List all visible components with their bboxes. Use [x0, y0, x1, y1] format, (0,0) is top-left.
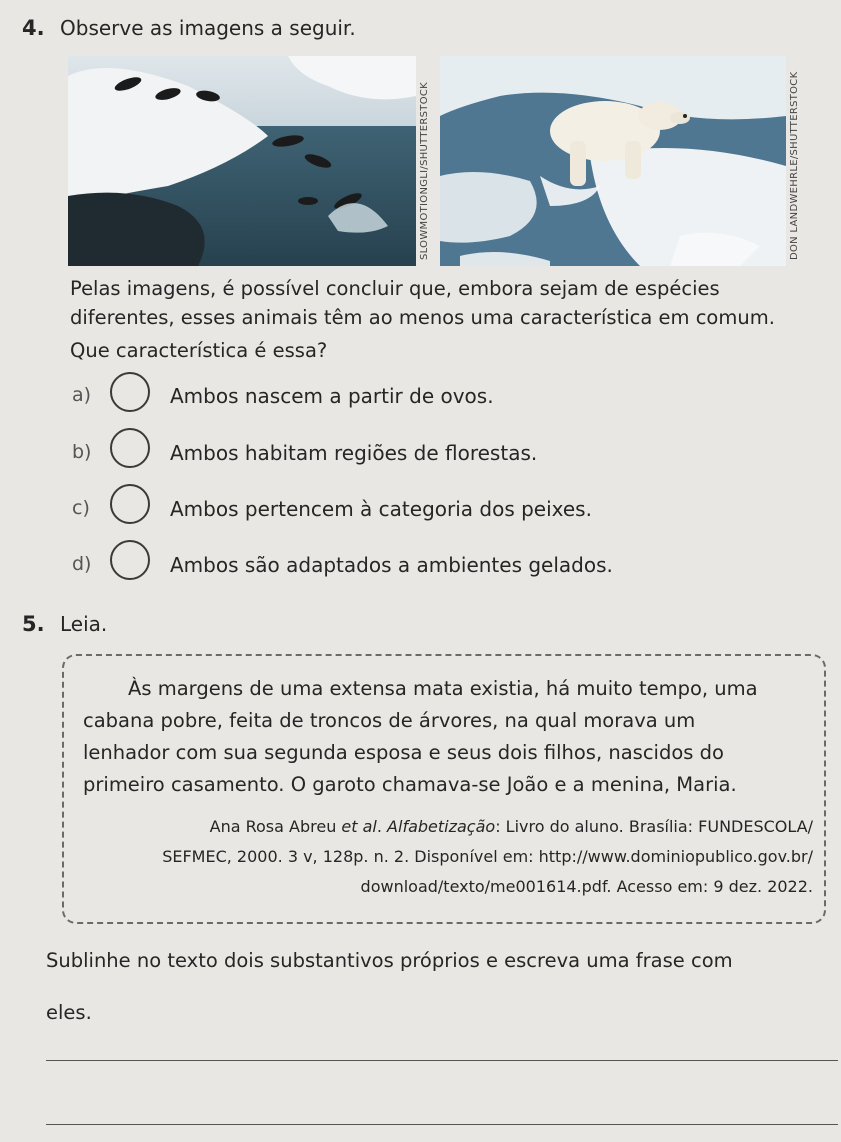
- option-a-checkbox[interactable]: [110, 372, 150, 412]
- question-4-prompt-line-1: Pelas imagens, é possível concluir que, embora sejam de espécies: [70, 277, 720, 300]
- answer-line-2[interactable]: [46, 1124, 838, 1125]
- question-5-title: Leia.: [60, 612, 108, 636]
- source-book-title: Alfabetização: [387, 817, 496, 836]
- option-d-text: Ambos são adaptados a ambientes gelados.: [170, 553, 613, 577]
- photo-credit-polar-bear: DON LANDWEHRLE/SHUTTERSTOCK: [789, 71, 800, 260]
- option-b-text: Ambos habitam regiões de florestas.: [170, 441, 538, 465]
- source-author: Ana Rosa Abreu: [209, 817, 342, 836]
- source-et-al: et al: [341, 817, 377, 836]
- option-b-checkbox[interactable]: [110, 428, 150, 468]
- source-citation-line-3: download/texto/me001614.pdf. Acesso em: 9 dez. 2022.: [360, 877, 813, 896]
- polar-bear-photo: [440, 56, 786, 266]
- option-d-letter: d): [72, 553, 92, 575]
- option-a-letter: a): [72, 384, 92, 406]
- question-5-instruction-line-2: eles.: [46, 1001, 92, 1024]
- quote-line-4: primeiro casamento. O garoto chamava-se João e a menina, Maria.: [83, 773, 737, 796]
- quote-line-1: Às margens de uma extensa mata existia, há muito tempo, uma: [128, 677, 758, 700]
- option-a-text: Ambos nascem a partir de ovos.: [170, 384, 494, 408]
- question-4-prompt-line-2: diferentes, esses animais têm ao menos uma característica em comum.: [70, 306, 775, 329]
- question-5-instruction-line-1: Sublinhe no texto dois substantivos próprios e escreva uma frase com: [46, 949, 733, 972]
- source-citation-line-1: [210, 812, 813, 842]
- option-b-letter: b): [72, 441, 92, 463]
- question-4-title: Observe as imagens a seguir.: [60, 16, 356, 40]
- question-4-number: 4.: [22, 16, 45, 40]
- quote-line-2: cabana pobre, feita de troncos de árvores, na qual morava um: [83, 709, 696, 732]
- question-4-prompt-line-3: Que característica é essa?: [70, 339, 328, 362]
- quote-line-3: lenhador com sua segunda esposa e seus dois filhos, nascidos do: [83, 741, 724, 764]
- source-separator: .: [376, 817, 388, 836]
- source-citation-line-2: SEFMEC, 2000. 3 v, 128p. n. 2. Disponível em: http://www.dominiopublico.gov.br/: [162, 847, 813, 866]
- option-c-checkbox[interactable]: [110, 484, 150, 524]
- option-d-checkbox[interactable]: [110, 540, 150, 580]
- question-5-number: 5.: [22, 612, 45, 636]
- photo-credit-penguins: SLOWMOTIONGLI/SHUTTERSTOCK: [419, 81, 430, 260]
- option-c-letter: c): [72, 497, 90, 519]
- source-publisher: : Livro do aluno. Brasília: FUNDESCOLA/: [495, 817, 813, 836]
- penguins-photo: [68, 56, 416, 266]
- answer-line-1[interactable]: [46, 1060, 838, 1061]
- option-c-text: Ambos pertencem à categoria dos peixes.: [170, 497, 592, 521]
